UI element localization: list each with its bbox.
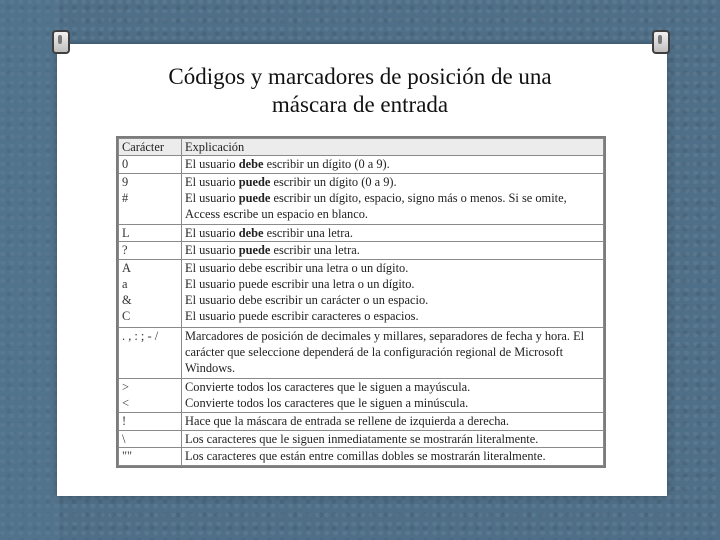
explanation-text <box>185 174 600 190</box>
table-row <box>119 412 604 430</box>
table-row <box>119 242 604 260</box>
explanation-cell <box>182 242 604 260</box>
explanation-text <box>185 395 600 411</box>
character-code: ! <box>122 413 127 428</box>
explanation-emphasis: puede <box>238 190 271 205</box>
explanation-part: Hace que la máscara de entrada se rellene de izquierda a derecha. <box>185 413 510 428</box>
character-cell <box>119 156 182 174</box>
pin-right-icon <box>652 30 670 54</box>
table-row <box>119 378 604 412</box>
character-code: A <box>122 260 131 275</box>
character-code: ? <box>122 243 128 258</box>
explanation-part: El usuario <box>185 157 239 171</box>
character-cell <box>119 378 182 412</box>
explanation-cell <box>182 156 604 174</box>
title-line-1: Códigos y marcadores de posición de una <box>168 64 552 89</box>
character-cell <box>119 448 182 466</box>
explanation-part: escribir una letra. <box>270 243 360 258</box>
explanation-part: escribir un dígito (0 a 9). <box>270 174 397 189</box>
explanation-part: El usuario <box>185 174 239 189</box>
explanation-part: escribir una letra. <box>263 225 353 240</box>
character-cell <box>119 173 182 224</box>
character-code: < <box>122 395 129 410</box>
character-cell <box>119 242 182 260</box>
explanation-cell <box>182 173 604 224</box>
input-mask-table <box>116 136 606 468</box>
explanation-part: El usuario <box>185 243 239 258</box>
explanation-text <box>185 379 600 395</box>
explanation-cell <box>182 430 604 448</box>
explanation-text <box>185 413 600 429</box>
explanation-text <box>185 276 600 292</box>
explanation-text <box>185 225 600 241</box>
character-code: "" <box>122 449 133 464</box>
explanation-text <box>185 308 600 324</box>
character-cell <box>119 327 182 378</box>
explanation-part: escribir un dígito, espacio, signo más o menos. Si se omite, Access escribe un espacio en blanco. <box>185 190 567 221</box>
explanation-text <box>185 156 600 172</box>
explanation-part: Los caracteres que le siguen inmediatamente se mostrarán literalmente. <box>185 431 539 446</box>
explanation-text <box>185 431 600 447</box>
header-character: Carácter <box>119 139 182 156</box>
table-row <box>119 173 604 224</box>
character-code: # <box>122 190 129 205</box>
explanation-emphasis: debe <box>238 157 264 171</box>
explanation-part: El usuario puede escribir caracteres o espacios. <box>185 308 419 323</box>
explanation-part: Convierte todos los caracteres que le siguen a minúscula. <box>185 395 469 410</box>
title-line-2: máscara de entrada <box>271 92 449 117</box>
table-row <box>119 259 604 327</box>
character-code: C <box>122 308 131 323</box>
explanation-text <box>185 260 600 276</box>
explanation-part: El usuario debe escribir una letra o un dígito. <box>185 260 409 275</box>
header-explanation: Explicación <box>182 139 604 156</box>
explanation-text <box>185 242 600 258</box>
explanation-text <box>185 292 600 308</box>
character-code: & <box>122 292 132 307</box>
pin-left-icon <box>52 30 70 54</box>
explanation-text <box>185 448 600 464</box>
explanation-part: Convierte todos los caracteres que le siguen a mayúscula. <box>185 379 471 394</box>
explanation-emphasis: puede <box>238 243 271 258</box>
table-row <box>119 156 604 174</box>
character-code: 0 <box>122 157 129 171</box>
explanation-emphasis: puede <box>238 174 271 189</box>
character-code: a <box>122 276 128 291</box>
explanation-part: Marcadores de posición de decimales y millares, separadores de fecha y hora. El carácter que seleccione dependerá de la configuración regional de Microsoft Windows. <box>185 328 585 375</box>
explanation-cell <box>182 224 604 242</box>
table-row <box>119 430 604 448</box>
table-header-row <box>119 139 604 156</box>
explanation-part: El usuario puede escribir una letra o un dígito. <box>185 276 415 291</box>
explanation-cell <box>182 412 604 430</box>
explanation-cell <box>182 327 604 378</box>
character-code: \ <box>122 431 126 446</box>
explanation-part: El usuario <box>185 190 239 205</box>
explanation-cell <box>182 448 604 466</box>
explanation-part: El usuario <box>185 225 239 240</box>
explanation-text <box>185 190 600 222</box>
table-row <box>119 448 604 466</box>
slide-title <box>0 63 720 119</box>
character-cell <box>119 224 182 242</box>
explanation-cell <box>182 259 604 327</box>
character-cell <box>119 259 182 327</box>
character-code: > <box>122 379 129 394</box>
table-row <box>119 224 604 242</box>
explanation-cell <box>182 378 604 412</box>
explanation-text <box>185 328 600 376</box>
explanation-emphasis: debe <box>238 225 264 240</box>
character-code: L <box>122 225 130 240</box>
character-code: . , : ; - / <box>122 328 159 343</box>
explanation-part: escribir un dígito (0 a 9). <box>263 157 390 171</box>
explanation-part: Los caracteres que están entre comillas dobles se mostrarán literalmente. <box>185 449 546 464</box>
explanation-part: El usuario debe escribir un carácter o un espacio. <box>185 292 429 307</box>
table-row <box>119 327 604 378</box>
character-cell <box>119 430 182 448</box>
character-cell <box>119 412 182 430</box>
character-code: 9 <box>122 174 129 189</box>
